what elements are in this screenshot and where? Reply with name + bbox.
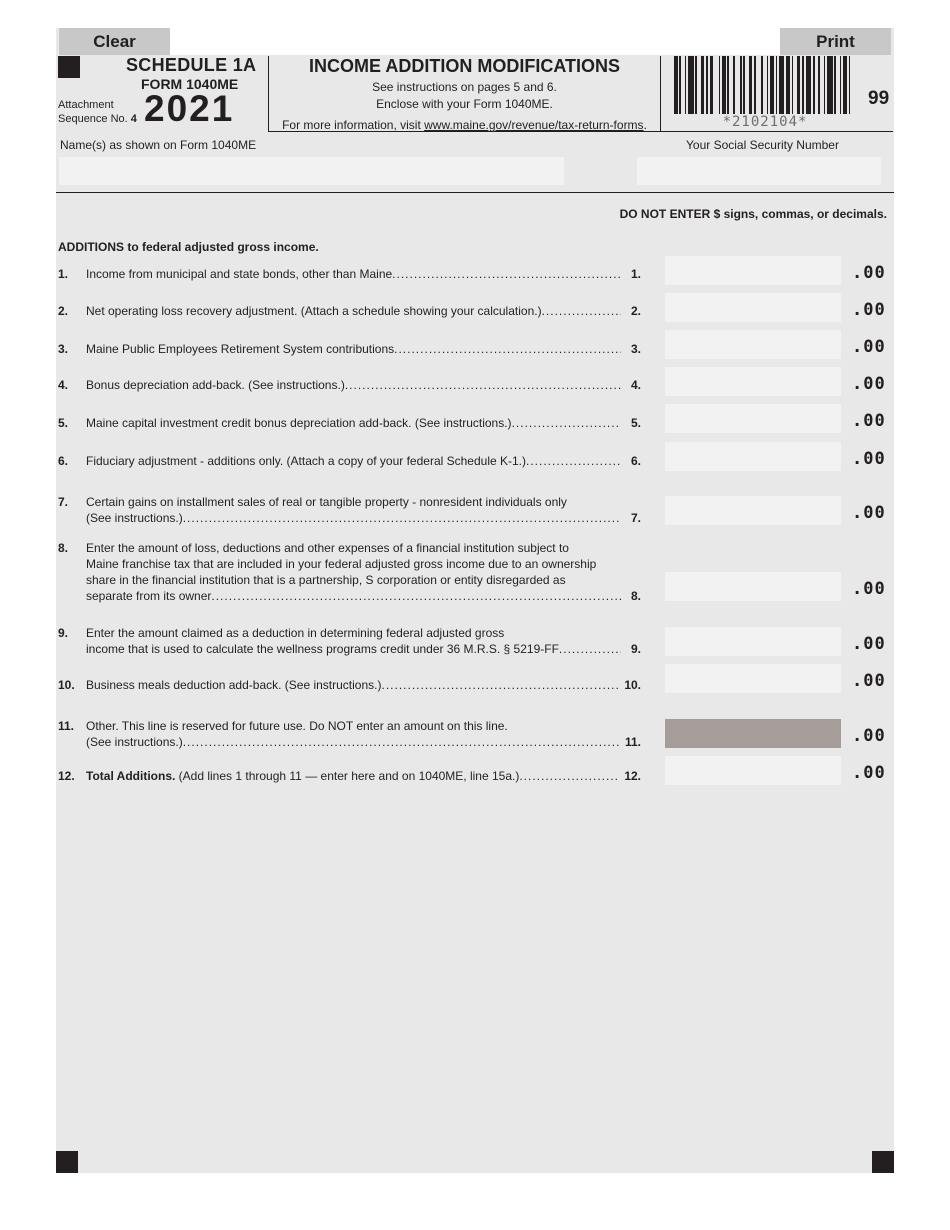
- line-item: [58, 494, 641, 526]
- line-number: 5.: [58, 416, 69, 430]
- barcode-text: *2102104*: [722, 114, 808, 130]
- cents-suffix: .00: [852, 503, 886, 523]
- line-reference-number: 12.: [624, 769, 641, 783]
- cents-suffix: .00: [852, 411, 886, 431]
- line-number: 7.: [58, 495, 69, 509]
- line-description-text: Bonus depreciation add-back. (See instructions.): [86, 378, 345, 392]
- line-reference-number: 1.: [630, 267, 641, 281]
- line-item: [58, 341, 641, 357]
- line-number: 4.: [58, 378, 69, 392]
- line-reference-number: 8.: [630, 589, 641, 603]
- line-item: [58, 625, 641, 657]
- attachment-label: Attachment: [58, 99, 114, 111]
- leader-dots: [381, 677, 620, 693]
- ssn-label: Your Social Security Number: [686, 138, 839, 152]
- line-number: 3.: [58, 342, 69, 356]
- leader-dots: [519, 768, 620, 784]
- sequence-label: Sequence No.: [58, 113, 128, 125]
- leader-dots: [559, 641, 621, 657]
- line-1-amount-input[interactable]: [665, 256, 841, 285]
- line-item: [58, 266, 641, 282]
- more-info: For more information, visit www.maine.gov/revenue/tax-return-forms.: [282, 118, 647, 132]
- line-description-text: Net operating loss recovery adjustment. (Attach a schedule showing your calculation.): [86, 304, 542, 318]
- line-reference-number: 6.: [630, 454, 641, 468]
- line-number: 9.: [58, 626, 69, 640]
- line-description-text: separate from its owner: [86, 589, 212, 603]
- line-reference-number: 11.: [624, 735, 641, 749]
- tax-year: 2021: [144, 88, 235, 129]
- leader-dots: [183, 510, 621, 526]
- header-divider-left: [268, 56, 269, 132]
- line-item: [58, 718, 641, 750]
- line-description-text: Enter the amount of loss, deductions and other expenses of a financial institution subject to: [86, 541, 569, 555]
- cents-suffix: .00: [852, 300, 886, 320]
- line-6-amount-input[interactable]: [665, 442, 841, 471]
- instructions-pages: See instructions on pages 5 and 6.: [372, 80, 557, 94]
- line-number: 11.: [58, 719, 75, 733]
- sequence-number: 4: [130, 113, 137, 125]
- line-description-text: Certain gains on installment sales of real or tangible property - nonresident individuals only: [86, 495, 567, 509]
- line-item: [58, 377, 641, 393]
- line-description-text: Business meals deduction add-back. (See instructions.): [86, 678, 382, 692]
- attachment-sequence: [58, 98, 137, 126]
- line-item: [58, 415, 641, 431]
- line-2-amount-input[interactable]: [665, 293, 841, 322]
- line-reference-number: 2.: [630, 304, 641, 318]
- line-11-amount-input: [665, 719, 841, 748]
- line-number: 10.: [58, 678, 75, 692]
- cents-suffix: .00: [852, 671, 886, 691]
- form-number: FORM 1040ME: [141, 76, 239, 92]
- form-code: 99: [868, 88, 890, 109]
- line-3-amount-input[interactable]: [665, 330, 841, 359]
- cents-suffix: .00: [852, 763, 886, 783]
- leader-dots: [345, 377, 621, 393]
- names-input[interactable]: [59, 157, 564, 185]
- line-item: [58, 768, 641, 784]
- line-description-text: share in the financial institution that is a partnership, S corporation or entity disregarded as: [86, 573, 566, 587]
- leader-dots: [394, 341, 621, 357]
- schedule-title: SCHEDULE 1A: [126, 55, 257, 75]
- line-reference-number: 10.: [624, 678, 641, 692]
- leader-dots: [512, 415, 621, 431]
- names-label: Name(s) as shown on Form 1040ME: [60, 138, 257, 152]
- line-item: [58, 453, 641, 469]
- leader-dots: [392, 266, 621, 282]
- cents-suffix: .00: [852, 337, 886, 357]
- line-reference-number: 3.: [630, 342, 641, 356]
- line-4-amount-input[interactable]: [665, 367, 841, 396]
- line-number: 1.: [58, 267, 69, 281]
- line-description-bold: Total Additions.: [86, 769, 176, 783]
- line-description-text: Fiduciary adjustment - additions only. (Attach a copy of your federal Schedule K-1.): [86, 454, 526, 468]
- entry-note: DO NOT ENTER $ signs, commas, or decimals.: [619, 207, 887, 221]
- leader-dots: [183, 734, 621, 750]
- line-number: 8.: [58, 541, 69, 555]
- enclose-note: Enclose with your Form 1040ME.: [376, 97, 553, 111]
- line-description-text: income that is used to calculate the wellness programs credit under 36 M.R.S. § 5219-FF: [86, 642, 559, 656]
- line-9-amount-input[interactable]: [665, 627, 841, 656]
- line-description-text: Maine Public Employees Retirement System contributions: [86, 342, 395, 356]
- line-item: [58, 303, 641, 319]
- line-12-amount-input[interactable]: [665, 756, 841, 785]
- barcode: [674, 56, 856, 114]
- line-reference-number: 9.: [630, 642, 641, 656]
- section-title: ADDITIONS to federal adjusted gross income.: [58, 240, 319, 254]
- line-description-text: (See instructions.): [86, 511, 183, 525]
- barcode-bar: [850, 56, 855, 114]
- line-description-text: Enter the amount claimed as a deduction in determining federal adjusted gross: [86, 626, 505, 640]
- cents-suffix: .00: [852, 374, 886, 394]
- line-number: 2.: [58, 304, 69, 318]
- clear-button[interactable]: Clear: [59, 28, 170, 55]
- registration-mark-bottom-left: [56, 1151, 78, 1173]
- print-button[interactable]: Print: [780, 28, 891, 55]
- leader-dots: [542, 303, 621, 319]
- line-description-text: Maine capital investment credit bonus depreciation add-back. (See instructions.): [86, 416, 512, 430]
- line-8-amount-input[interactable]: [665, 572, 841, 601]
- line-reference-number: 5.: [630, 416, 641, 430]
- name-section-rule: [56, 192, 894, 193]
- cents-suffix: .00: [852, 634, 886, 654]
- form-title: INCOME ADDITION MODIFICATIONS: [309, 56, 620, 76]
- line-description-text: (Add lines 1 through 11 — enter here and on 1040ME, line 15a.): [175, 769, 520, 783]
- line-description-text: Other. This line is reserved for future use. Do NOT enter an amount on this line.: [86, 719, 508, 733]
- cents-suffix: .00: [852, 449, 886, 469]
- line-reference-number: 4.: [630, 378, 641, 392]
- line-description-text: Maine franchise tax that are included in your federal adjusted gross income due to an ownership: [86, 557, 597, 571]
- header-divider-right: [660, 56, 661, 132]
- header-top-band: [170, 28, 780, 55]
- line-reference-number: 7.: [630, 511, 641, 525]
- registration-mark-top-left: [58, 56, 80, 78]
- line-item: [58, 540, 641, 604]
- revenue-website-link[interactable]: www.maine.gov/revenue/tax-return-forms: [424, 118, 644, 132]
- line-item: [58, 677, 641, 693]
- leader-dots: [526, 453, 621, 469]
- cents-suffix: .00: [852, 726, 886, 746]
- line-5-amount-input[interactable]: [665, 404, 841, 433]
- cents-suffix: .00: [852, 263, 886, 283]
- cents-suffix: .00: [852, 579, 886, 599]
- line-number: 6.: [58, 454, 69, 468]
- line-description-text: (See instructions.): [86, 735, 183, 749]
- leader-dots: [211, 588, 621, 604]
- registration-mark-bottom-right: [872, 1151, 894, 1173]
- line-number: 12.: [58, 769, 75, 783]
- line-10-amount-input[interactable]: [665, 664, 841, 693]
- ssn-input[interactable]: [637, 157, 881, 185]
- line-description-text: Income from municipal and state bonds, other than Maine: [86, 267, 393, 281]
- line-7-amount-input[interactable]: [665, 496, 841, 525]
